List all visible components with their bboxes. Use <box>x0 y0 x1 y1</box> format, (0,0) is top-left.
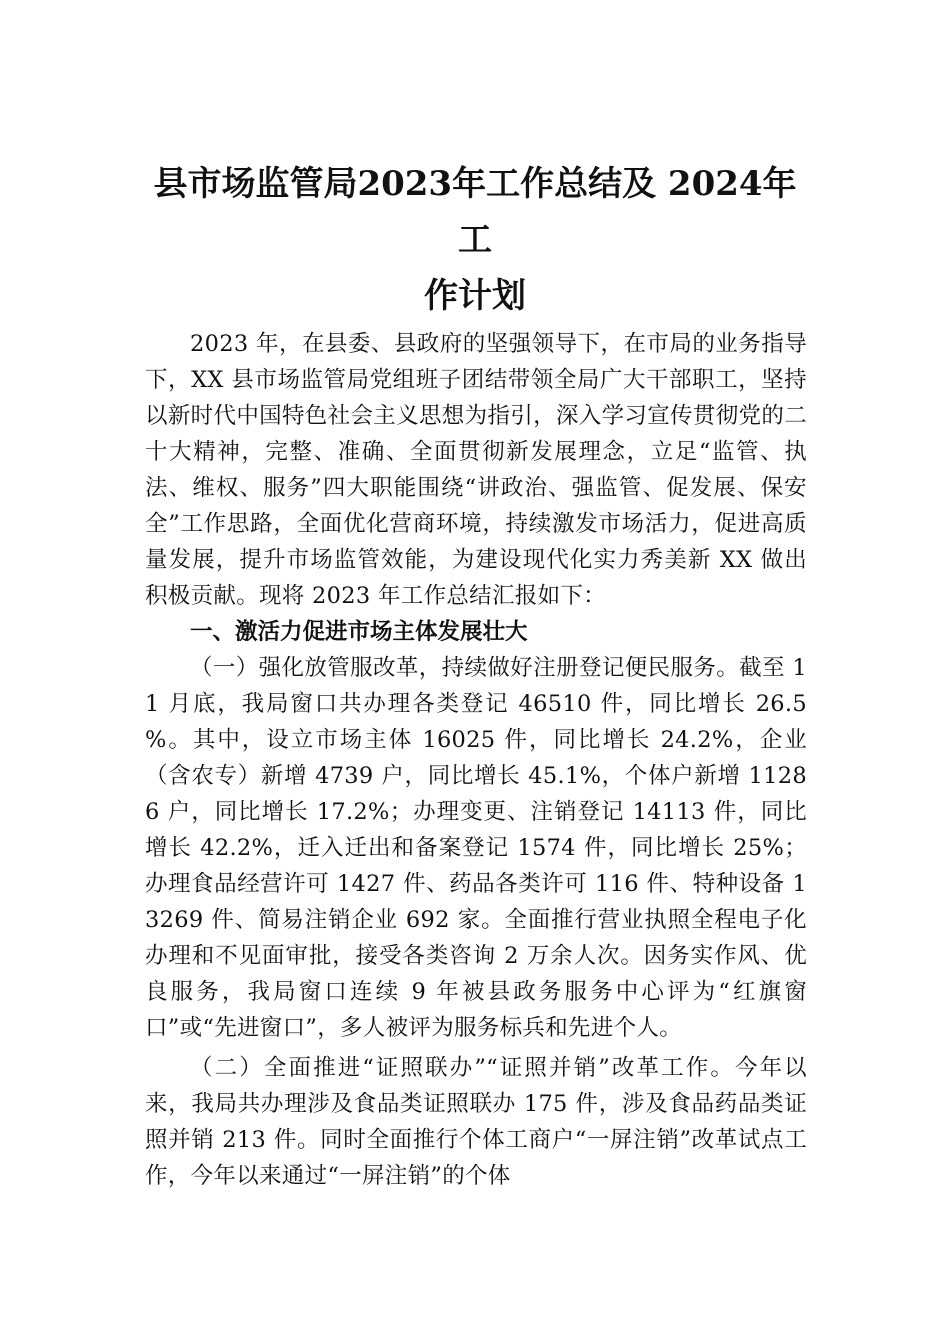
subsection-1-paragraph: （一）强化放管服改革，持续做好注册登记便民服务。截至 11 月底，我局窗口共办理各类登记 46510 件，同比增长 26.5 %。其中，设立市场主体 16025 件，同比增长 24.2%，企业（含农专）新增 4739 户，同比增长 45.1%，个体户新增 11286 户，同比增长 17.2%；办理变更、注销登记 14113 件，同比增长 42.2%，迁入迁出和备案登记 1574 件，同比增长 25%；办理食品经营许可 1427 件、药品各类许可 116 件、特种设备 13269 件、简易注销企业 692 家。全面推行营业执照全程电子化办理和不见面审批，接受各类咨询 2 万余人次。因务实作风、优良服务，我局窗口连续 9 年被县政务服务中心评为“红旗窗口”或“先进窗口”，多人被评为服务标兵和先进个人。 <box>145 655 807 1041</box>
document-body <box>145 326 807 1194</box>
title-line-2: 作计划 <box>424 276 526 316</box>
intro-paragraph: 2023 年，在县委、县政府的坚强领导下，在市局的业务指导下，XX 县市场监管局党组班子团结带领全局广大干部职工，坚持以新时代中国特色社会主义思想为指引，深入学习宣传贯彻党的二十大精神，完整、准确、全面贯彻新发展理念，立足“监管、执法、维权、服务”四大职能围绕“讲政治、强监管、促发展、保安全”工作思路，全面优化营商环境，持续激发市场活力，促进高质量发展，提升市场监管效能，为建设现代化实力秀美新 XX 做出积极贡献。现将 2023 年工作总结汇报如下： <box>145 331 807 609</box>
subsection-2-paragraph: （二）全面推进“证照联办”“证照并销”改革工作。今年以来，我局共办理涉及食品类证照联办 175 件，涉及食品药品类证照并销 213 件。同时全面推行个体工商户“一屏注销”改革试点工作，今年以来通过“一屏注销”的个体 <box>145 1055 807 1189</box>
document-title <box>140 156 810 324</box>
title-line-1: 县市场监管局2023年工作总结及 2024年工 <box>153 164 797 260</box>
section-1-heading: 一、激活力促进市场主体发展壮大 <box>190 619 528 645</box>
